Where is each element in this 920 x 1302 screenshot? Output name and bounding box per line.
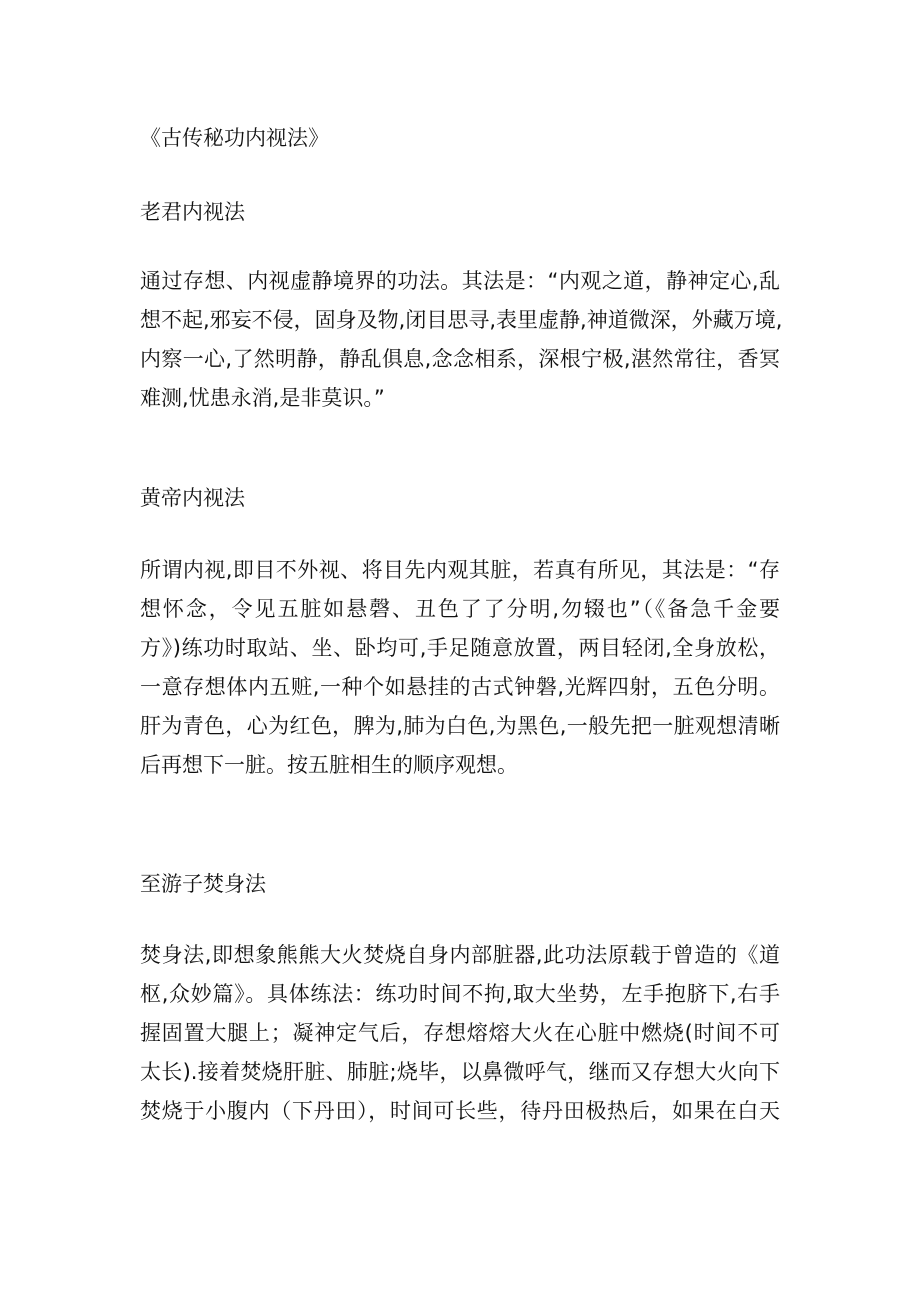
paragraph-line: 枢,众妙篇》。具体练法：练功时间不拘,取大坐势，左手抱脐下,右手 (140, 982, 780, 1006)
paragraph-line: 难测,忧患永消,是非莫识。” (140, 386, 385, 410)
section-paragraph-zhiyouzi (140, 936, 780, 1131)
section-paragraph-laojun (140, 262, 783, 418)
paragraph-line: 通过存想、内视虚静境界的功法。其法是：“内观之道，静神定心,乱 (140, 269, 780, 293)
paragraph-line: 焚烧于小腹内（下丹田），时间可长些，待丹田极热后，如果在白天 (140, 1099, 780, 1123)
section-heading-huangdi: 黄帝内视法 (140, 486, 245, 510)
paragraph-line: 想不起,邪妄不侵，固身及物,闭目思寻,表里虚静,神道微深，外藏万境, (140, 308, 783, 332)
paragraph-line: 握固置大腿上；凝神定气后，存想熔熔大火在心脏中燃烧(时间不可 (140, 1021, 780, 1045)
section-paragraph-huangdi (140, 551, 780, 785)
paragraph-line: 焚身法,即想象熊熊大火焚烧自身内部脏器,此功法原载于曾造的《道 (140, 943, 780, 967)
paragraph-line: 内察一心,了然明静，静乱俱息,念念相系，深根宁极,湛然常往，香冥 (140, 347, 780, 371)
document-title: 《古传秘功内视法》 (140, 126, 329, 150)
paragraph-line: 后再想下一脏。按五脏相生的顺序观想。 (140, 753, 518, 777)
section-heading-zhiyouzi: 至游子焚身法 (140, 872, 266, 896)
paragraph-line: 肝为青色，心为红色，脾为,肺为白色,为黑色,一般先把一脏观想清晰 (140, 714, 780, 738)
paragraph-line: 所谓内视,即目不外视、将目先内观其脏，若真有所见，其法是：“存 (140, 558, 780, 582)
paragraph-line: 想怀念，令见五脏如悬磬、丑色了了分明,勿辍也”（《备急千金要 (140, 597, 780, 621)
paragraph-line: 一意存想体内五赃,一种个如悬挂的古式钟磐,光辉四射，五色分明。 (140, 675, 780, 699)
section-heading-laojun: 老君内视法 (140, 200, 245, 224)
paragraph-line: 太长).接着焚烧肝脏、肺脏;烧毕，以鼻微呼气，继而又存想大火向下 (140, 1060, 780, 1084)
paragraph-line: 方》)练功时取站、坐、卧均可,手足随意放置，两目轻闭,全身放松， (140, 636, 780, 660)
